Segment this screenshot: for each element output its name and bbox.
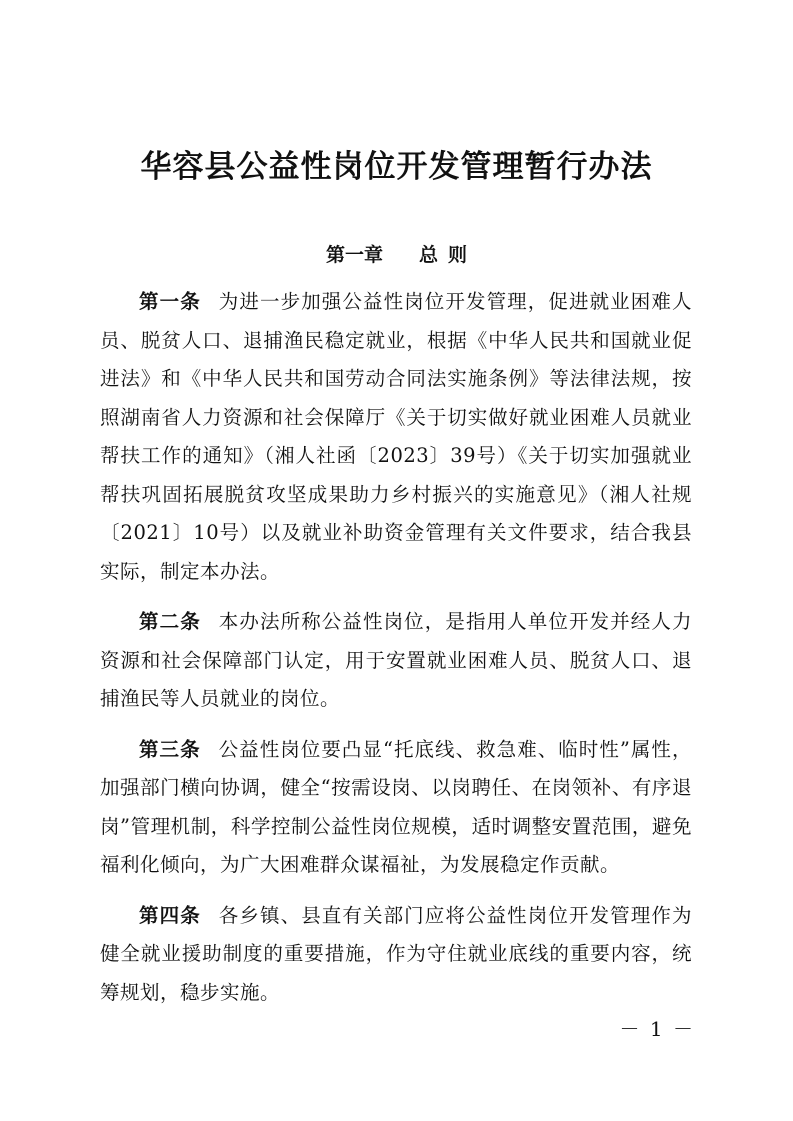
- article-number: 第三条: [139, 737, 201, 761]
- article-paragraph: [100, 731, 692, 885]
- document-title: 华容县公益性岗位开发管理暂行办法: [140, 149, 653, 185]
- article-text: 本办法所称公益性岗位，是指用人单位开发并经人力资源和社会保障部门认定，用于安置就业困难人员、脱贫人口、退捕渔民等人员就业的岗位。: [100, 610, 692, 710]
- chapter-heading: [0, 238, 793, 272]
- chapter-name-part1: 总: [418, 244, 438, 266]
- chapter-name-part2: 则: [448, 244, 468, 266]
- article-paragraph: [100, 897, 692, 1013]
- page-number: － 1 －: [619, 1017, 695, 1041]
- article-paragraph: [100, 603, 692, 719]
- article-text: 各乡镇、县直有关部门应将公益性岗位开发管理作为健全就业援助制度的重要措施，作为守住就业底线的重要内容，统筹规划，稳步实施。: [100, 903, 692, 1004]
- article-number: 第一条: [139, 290, 201, 313]
- article-text: 为进一步加强公益性岗位开发管理，促进就业困难人员、脱贫人口、退捕渔民稳定就业，根据《中华人民共和国就业促进法》和《中华人民共和国劳动合同法实施条例》等法律法规，按照湖南省人力资源和社会保障厅《关于切实做好就业困难人员就业帮扶工作的通知》（湘人社函〔2023〕39号）《关于切实加强就业帮扶巩固拓展脱贫攻坚成果助力乡村振兴的实施意见》（湘人社规〔2021〕10号）以及就业补助资金管理有关文件要求，结合我县实际，制定本办法。: [100, 290, 692, 583]
- chapter-number: 第一章: [325, 244, 383, 266]
- article-number: 第二条: [139, 610, 201, 633]
- article-paragraph: [100, 283, 692, 591]
- document-body: [100, 283, 692, 1024]
- article-number: 第四条: [139, 903, 201, 927]
- article-text: 公益性岗位要凸显“托底线、救急难、临时性”属性，加强部门横向协调，健全“按需设岗、以岗聘任、在岗领补、有序退岗”管理机制，科学控制公益性岗位规模，适时调整安置范围，避免福利化倾向，为广大困难群众谋福祉，为发展稳定作贡献。: [100, 737, 692, 876]
